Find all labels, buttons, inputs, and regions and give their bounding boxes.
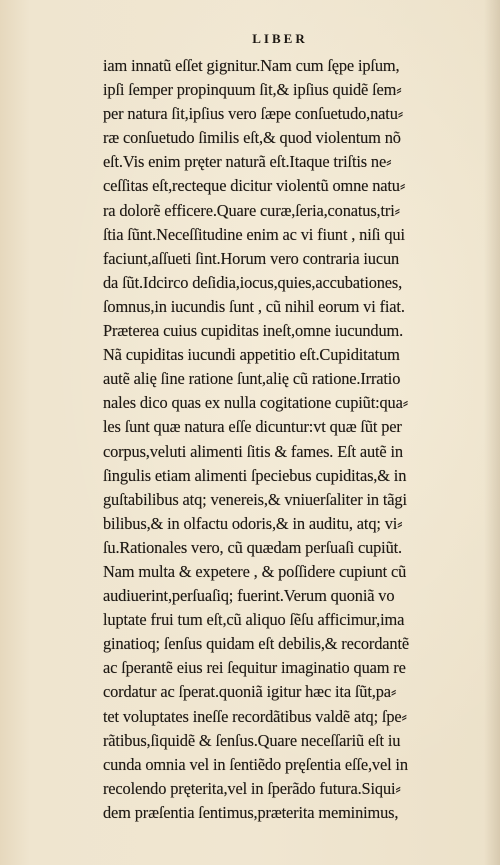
text-line: autẽ alię ſine ratione ſunt,alię cũ ratione.Irratio <box>103 369 401 389</box>
text-line: cunda omnia vel in ſentiẽdo pręſentia eſſe,vel in <box>103 754 408 774</box>
text-line: faciunt,aſſueti ſint.Horum vero contraria iucun <box>103 248 400 268</box>
text-line: Præterea cuius cupiditas ineſt,omne iucundum. <box>103 321 404 341</box>
text-line: ac ſperantẽ eius rei ſequitur imaginatio quam re <box>103 658 406 678</box>
text-line: eſt.Vis enim pręter naturã eſt.Itaque triſtis ne⸗ <box>103 152 392 172</box>
text-line: recolendo pręterita,vel in ſperãdo futura.Siqui⸗ <box>103 778 401 798</box>
text-line: ræ conſuetudo ſimilis eſt,& quod violentum nõ <box>103 128 401 148</box>
text-line: bilibus,& in olfactu odoris,& in auditu, atq; vi⸗ <box>103 513 403 533</box>
text-line: corpus,veluti alimenti ſitis & fames. Eſt autẽ in <box>103 441 403 461</box>
running-head: LIBER <box>252 31 308 46</box>
text-line: ipſi ſemper propinquum ſit,& ipſius quidẽ ſem⸗ <box>103 80 402 100</box>
text-line: tet voluptates ineſſe recordãtibus valdẽ atq; ſpe⸗ <box>103 706 407 726</box>
text-line: ſomnus,in iucundis ſunt , cũ nihil eorum vi fiat. <box>103 296 405 316</box>
text-line: per natura ſit,ipſius vero ſæpe conſuetudo,natu⸗ <box>103 104 404 124</box>
text-line: da ſũt.Idcirco deſidia,iocus,quies,accubationes, <box>103 272 403 292</box>
text-line: rãtibus,ſiquidẽ & ſenſus.Quare neceſſariũ eſt iu <box>103 730 401 750</box>
text-line: dem præſentia ſentimus,præterita meminimus, <box>103 802 399 822</box>
text-line: ſu.Rationales vero, cũ quædam perſuaſi cupiũt. <box>103 537 402 557</box>
text-line: Nam multa & expetere , & poſſidere cupiunt cũ <box>103 561 407 581</box>
body-text <box>103 54 473 825</box>
text-line: ſtia ſũnt.Neceſſitudine enim ac vi fiunt , niſi qui <box>103 224 405 244</box>
page-edge-shadow <box>484 0 500 865</box>
text-line: cordatur ac ſperat.quoniã igitur hæc ita ſũt,pa⸗ <box>103 682 397 702</box>
text-line: guſtabilibus atq; venereis,& vniuerſaliter in tãgi <box>103 489 407 509</box>
text-line: ſingulis etiam alimenti ſpeciebus cupiditas,& in <box>103 465 407 485</box>
text-line: Nã cupiditas iucundi appetitio eſt.Cupiditatum <box>103 345 400 365</box>
text-line: luptate frui tum eſt,cũ aliquo ſẽſu afficimur,ima <box>103 610 405 630</box>
text-line: iam innatũ eſſet gignitur.Nam cum ſępe ipſum, <box>103 56 400 75</box>
text-line: audiuerint,perſuaſiq; fuerint.Verum quoniã vo <box>103 586 395 606</box>
text-line: les ſunt quæ natura eſſe dicuntur:vt quæ ſũt per <box>103 417 402 437</box>
text-line: ceſſitas eſt,recteque dicitur violentũ omne natu⸗ <box>103 176 406 196</box>
text-line: ginatioq; ſenſus quidam eſt debilis,& recordantẽ <box>103 634 409 654</box>
text-line: ra dolorẽ efficere.Quare curæ,ſeria,conatus,tri⸗ <box>103 200 400 220</box>
text-line: nales dico quas ex nulla cogitatione cupiũt:qua⸗ <box>103 393 409 413</box>
